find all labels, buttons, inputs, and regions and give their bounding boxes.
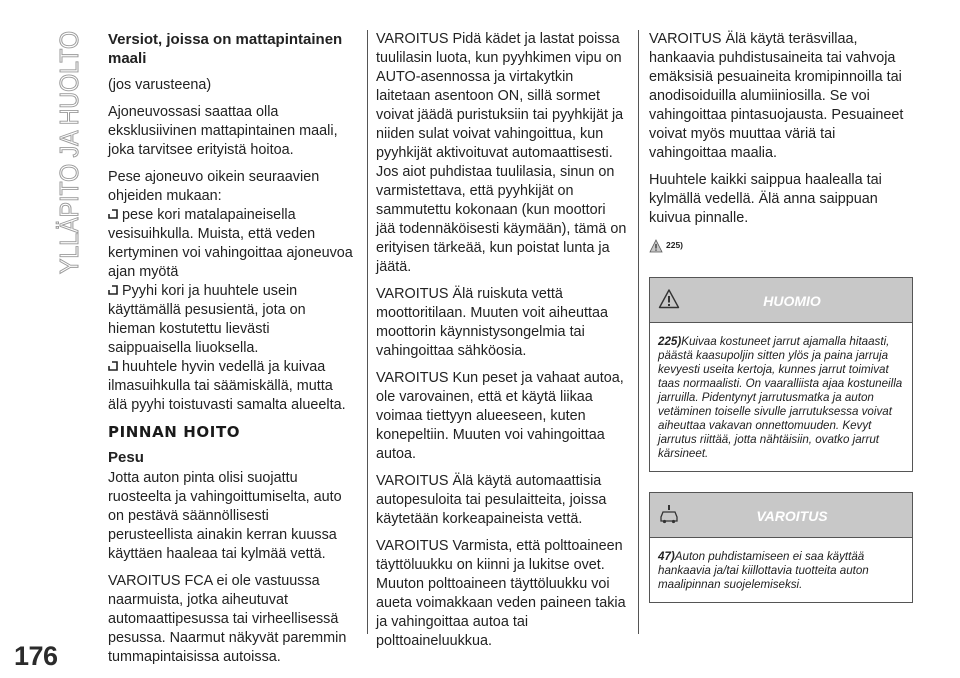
- paragraph: VAROITUS Varmista, että polttoaineen täyttöluukku on kiinni ja lukitse ovet. Muuton polttoaineen täyttöluukku voi aueta voimakkaan veden paineen takia ja vahingoittaa autoa tai polttoaineluukkua.: [376, 538, 626, 649]
- page-number: 176: [14, 641, 58, 671]
- paragraph: Huuhtele kaikki saippua haalealla tai kylmällä vedellä. Älä anna saippuan kuivua pinnalle.: [649, 172, 882, 226]
- paragraph: VAROITUS Pidä kädet ja lastat poissa tuulilasin luota, kun pyyhkimen vipu on AUTO-asennossa ja virtakytkin laitetaan asentoon ON, sillä sormet voivat jäädä puristuksiin tai pyyhkijät ja niiden sulat voivat vahingoittua, kun pyyhkijät aktivoituvat automaattisesti. Jos aiot puhdistaa tuulilasia, sinun on varmistettava, että pyyhkijät on sammutettu kokonaan (kun moottori jää todennäköisesti käymään), tämä on erityisen tärkeää, kun poistat lunta ja jäätä.: [376, 31, 627, 275]
- notice-body: [650, 538, 912, 602]
- notice-title: HUOMIO: [763, 293, 821, 309]
- column-divider-1: [367, 30, 368, 634]
- section-heading: PINNAN HOITO: [108, 423, 241, 441]
- list-item-text: pese kori matalapaineisella vesisuihkulla. Muista, että veden kertyminen voi vahingoittaa ajoneuvoa ajan myötä: [108, 207, 353, 280]
- notice-box-varoitus: [649, 492, 913, 603]
- bullet-icon: [108, 361, 118, 371]
- paragraph: Jotta auton pinta olisi suojattu ruosteelta ja vahingoittumiselta, auto on pestävä säännöllisesti perusteellista ainakin kerran kuussa käyttäen haaleaa tai kylmää vettä.: [108, 470, 342, 562]
- list-item: [108, 358, 353, 415]
- bullet-icon: [108, 209, 118, 219]
- reference-number: 225): [666, 240, 684, 250]
- paragraph: VAROITUS Älä käytä automaattisia autopesuloita tai pesulaitteita, joissa käytetään korkeapaineista vettä.: [376, 473, 607, 527]
- paragraph: Pese ajoneuvo oikein seuraavien ohjeiden mukaan:: [108, 169, 320, 204]
- notice-header: [650, 493, 912, 538]
- notice-ref: 225): [658, 335, 682, 348]
- column-middle: [376, 30, 628, 659]
- notice-ref: 47): [658, 550, 675, 563]
- notice-body: [650, 323, 912, 471]
- bullet-icon: [108, 285, 118, 295]
- paragraph: Ajoneuvossasi saattaa olla eksklusiivinen mattapintainen maali, joka tarvitsee erityistä hoitoa.: [108, 104, 338, 158]
- notice-header: [650, 278, 912, 323]
- list-item-text: Pyyhi kori ja huuhtele usein käyttämällä pesusientä, jota on hieman kostutettu lievästi saippuaisella liuoksella.: [108, 283, 306, 356]
- matte-paint-heading: Versiot, joissa on mattapintainen maali: [108, 31, 343, 67]
- paragraph: VAROITUS Älä ruiskuta vettä moottoritilaan. Muuten voit aiheuttaa moottorin käynnistysongelmia tai vahingoittaa sähköosia.: [376, 286, 608, 359]
- paragraph: VAROITUS Älä käytä teräsvillaa, hankaavia puhdistusaineita tai vahvoja emäksisiä pesuaineita kromipinnoilla tai anodisoiduilla alumiiniosilla. Se voi vahingoittaa pintasuojausta. Pesuaineet voivat myös muuttaa väriä tai vahingoittaa maalia.: [649, 31, 904, 161]
- reference-mark: [649, 236, 911, 255]
- notice-box-huomio: [649, 277, 913, 472]
- column-left: [108, 30, 353, 675]
- section-sidebar-title: [48, 30, 88, 275]
- list-item: [108, 206, 353, 282]
- column-right: [649, 30, 911, 623]
- warning-triangle-icon: [649, 239, 663, 253]
- list-item-text: huuhtele hyvin vedellä ja kuivaa ilmasuihkulla tai säämiskällä, mutta älä pyyhi toistuvasti samalta alueelta.: [108, 359, 346, 413]
- notice-text: Auton puhdistamiseen ei saa käyttää hankaavia ja/tai kiillottavia tuotteita auton maalipinnan suojelemiseksi.: [658, 550, 869, 591]
- subsection-heading: Pesu: [108, 449, 144, 466]
- notice-text: Kuivaa kostuneet jarrut ajamalla hitaasti, päästä kaasupoljin sitten ylös ja paina jarruja kevyesti useita kertoja, kunnes jarrut toimivat taas normaalisti. On vaaralliista ajaa kostuneilla jarruilla. Pidentynyt jarrutusmatka ja auton vetäminen toiselle sivulle jarrutuksessa voivat aiheuttaa vakavan onnettomuuden. Kevyt jarrutus riittää, jotta nähtäisiin, ovatko jarrut kärsineet.: [658, 335, 903, 460]
- sidebar-title-text: YLLÄPITO JA HUOLTO: [54, 30, 84, 274]
- list-item: [108, 282, 353, 358]
- column-divider-2: [638, 30, 639, 634]
- paragraph: VAROITUS Kun peset ja vahaat autoa, ole varovainen, että et käytä liikaa voimaa tiettyyn alueeseen, kuten konepeltiin. Muuten voi vahingoittaa autoa.: [376, 370, 624, 462]
- optional-note: (jos varusteena): [108, 77, 212, 93]
- notice-title: VAROITUS: [756, 508, 828, 524]
- paragraph: VAROITUS FCA ei ole vastuussa naarmuista, jotka aiheutuvat automaattipesussa tai virheellisessä pesussa. Naarmut näkyvät paremmin tummapintaisissa autoissa.: [108, 573, 347, 665]
